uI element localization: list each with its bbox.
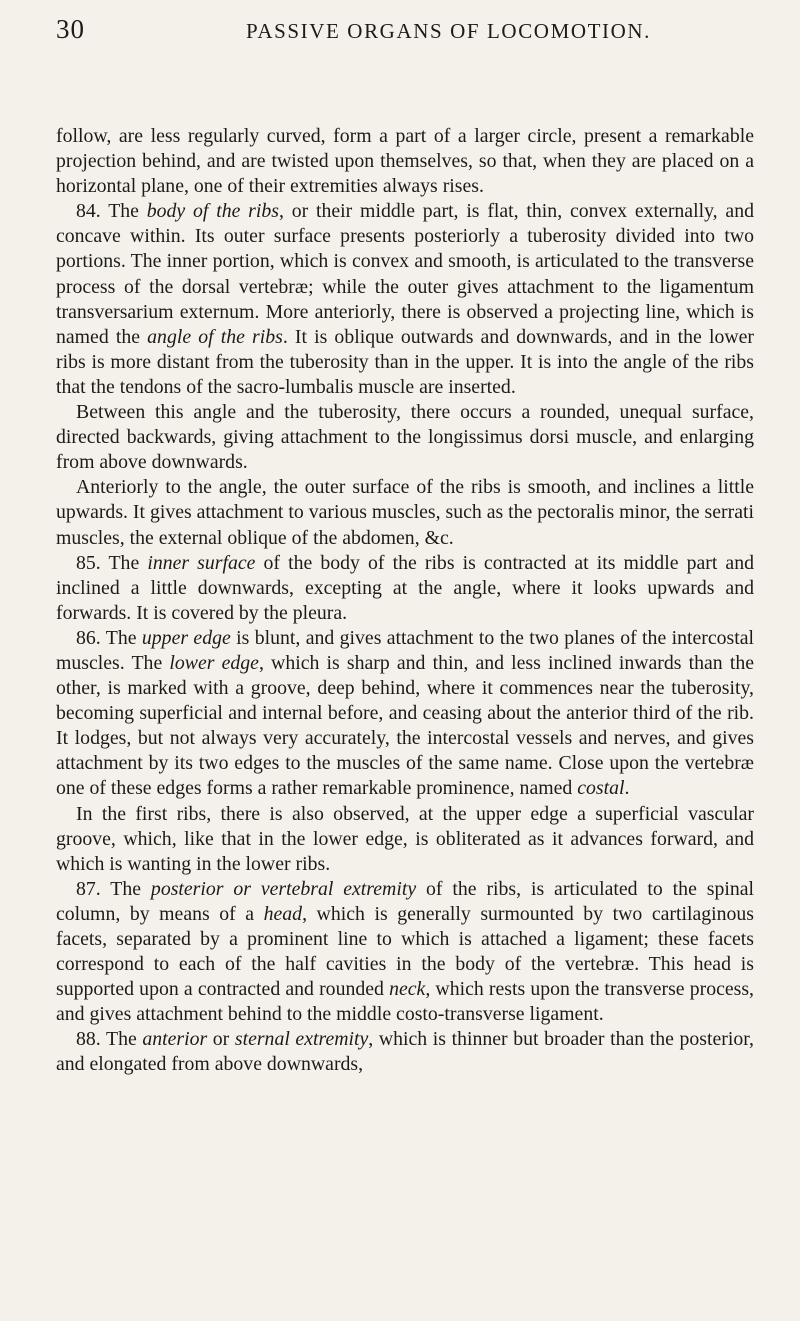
text-run: follow, are less regularly curved, form a part of a larger circle, present a remarkable projection behind, and are twisted upon themselves, so that, when they are placed on a horizontal plane, one of their extremities always rises. (56, 125, 754, 198)
paragraph (56, 802, 754, 877)
text-run: The (105, 626, 142, 649)
section-number: 86. (76, 626, 106, 649)
paragraph (56, 475, 754, 550)
paragraph (56, 124, 754, 199)
italic-term: anterior (142, 1028, 208, 1051)
section-number: 87. (76, 877, 111, 900)
italic-term: inner surface (147, 551, 256, 574)
italic-term: upper edge (141, 626, 231, 649)
text-run: , which is generally surmounted by two cartilaginous facets, separated by a prominent line to which is attached a ligament; these facets correspond to each of the half cavities in the body of the vertebræ. This head is supported upon a contracted and rounded (56, 902, 754, 1001)
text-run: In the first ribs, there is also observed, at the upper edge a superficial vascular groove, which, like that in the lower edge, is obliterated as it advances forward, and which is wanting in the lower ribs. (56, 802, 754, 875)
page-number: 30 (56, 14, 85, 44)
text-run: of the body of the ribs is contracted at its middle part and inclined a little downwards, excepting at the angle, where it looks upwards and forwards. It is covered by the pleura. (56, 551, 754, 624)
text-run: is blunt, and gives attachment to the two planes of the intercostal muscles. The (56, 626, 754, 674)
text-run: of the ribs, is articulated to the spinal column, by means of a (56, 877, 754, 925)
paragraph (56, 199, 754, 400)
text-run: . It is oblique outwards and downwards, and in the lower ribs is more distant from the tuberosity than in the upper. It is into the angle of the ribs that the tendons of the sacro-lumbalis muscle are inserted. (56, 325, 755, 398)
body-text (56, 124, 754, 1078)
text-run: , which is sharp and thin, and less inclined inwards than the other, is marked with a groove, deep behind, where it commences near the tuberosity, becoming superficial and internal before, and ceasing about the anterior third of the rib. It lodges, but not always very accurately, the intercostal vessels and nerves, and gives attachment by its two edges to the muscles of the same name. Close upon the vertebræ one of these edges forms a rather remarkable prominence, named (56, 651, 754, 800)
italic-term: sternal extremity (234, 1028, 369, 1051)
text-run: The (108, 551, 148, 574)
italic-term: costal (577, 777, 625, 800)
text-run: Between this angle and the tuberosity, there occurs a rounded, unequal surface, directed backwards, giving attachment to the longissimus dorsi muscle, and enlarging from above downwards. (56, 401, 754, 474)
text-run: , which is thinner but broader than the posterior, and elongated from above downwards, (56, 1028, 754, 1076)
text-run: , which rests upon the transverse process, and gives attachment behind to the middle costo-transverse ligament. (56, 978, 755, 1026)
italic-term: head (263, 902, 303, 925)
paragraph (56, 400, 754, 475)
text-run: The (110, 877, 151, 900)
italic-term: angle of the ribs (147, 325, 283, 348)
italic-term: neck (389, 978, 426, 1001)
text-run: The (105, 1028, 143, 1051)
text-run: The (108, 200, 147, 223)
section-number: 84. (76, 200, 109, 223)
paragraph (56, 1027, 754, 1077)
section-number: 85. (76, 551, 109, 574)
section-number: 88. (76, 1028, 106, 1051)
italic-term: posterior or vertebral extremity (150, 877, 417, 900)
running-title: PASSIVE ORGANS OF LOCOMOTION. (246, 19, 652, 43)
text-run: , or their middle part, is flat, thin, convex externally, and concave within. Its outer surface presents posteriorly a tuberosity divided into two portions. The inner portion, which is convex and smooth, is articulated to the transverse process of the dorsal vertebræ; while the outer gives attachment to the ligamentum transversarium externum. More anteriorly, there is observed a projecting line, which is named the (56, 200, 754, 348)
paragraph (56, 551, 754, 626)
text-run: . (624, 777, 630, 800)
italic-term: lower edge (169, 651, 259, 674)
paragraph (56, 626, 754, 802)
text-run: Anteriorly to the angle, the outer surface of the ribs is smooth, and inclines a little upwards. It gives attachment to various muscles, such as the pectoralis minor, the serrati muscles, the external oblique of the abdomen, &c. (56, 476, 754, 549)
text-run: or (207, 1028, 235, 1051)
paragraph (56, 877, 754, 1028)
italic-term: body of the ribs (146, 200, 279, 223)
running-head (56, 14, 754, 66)
